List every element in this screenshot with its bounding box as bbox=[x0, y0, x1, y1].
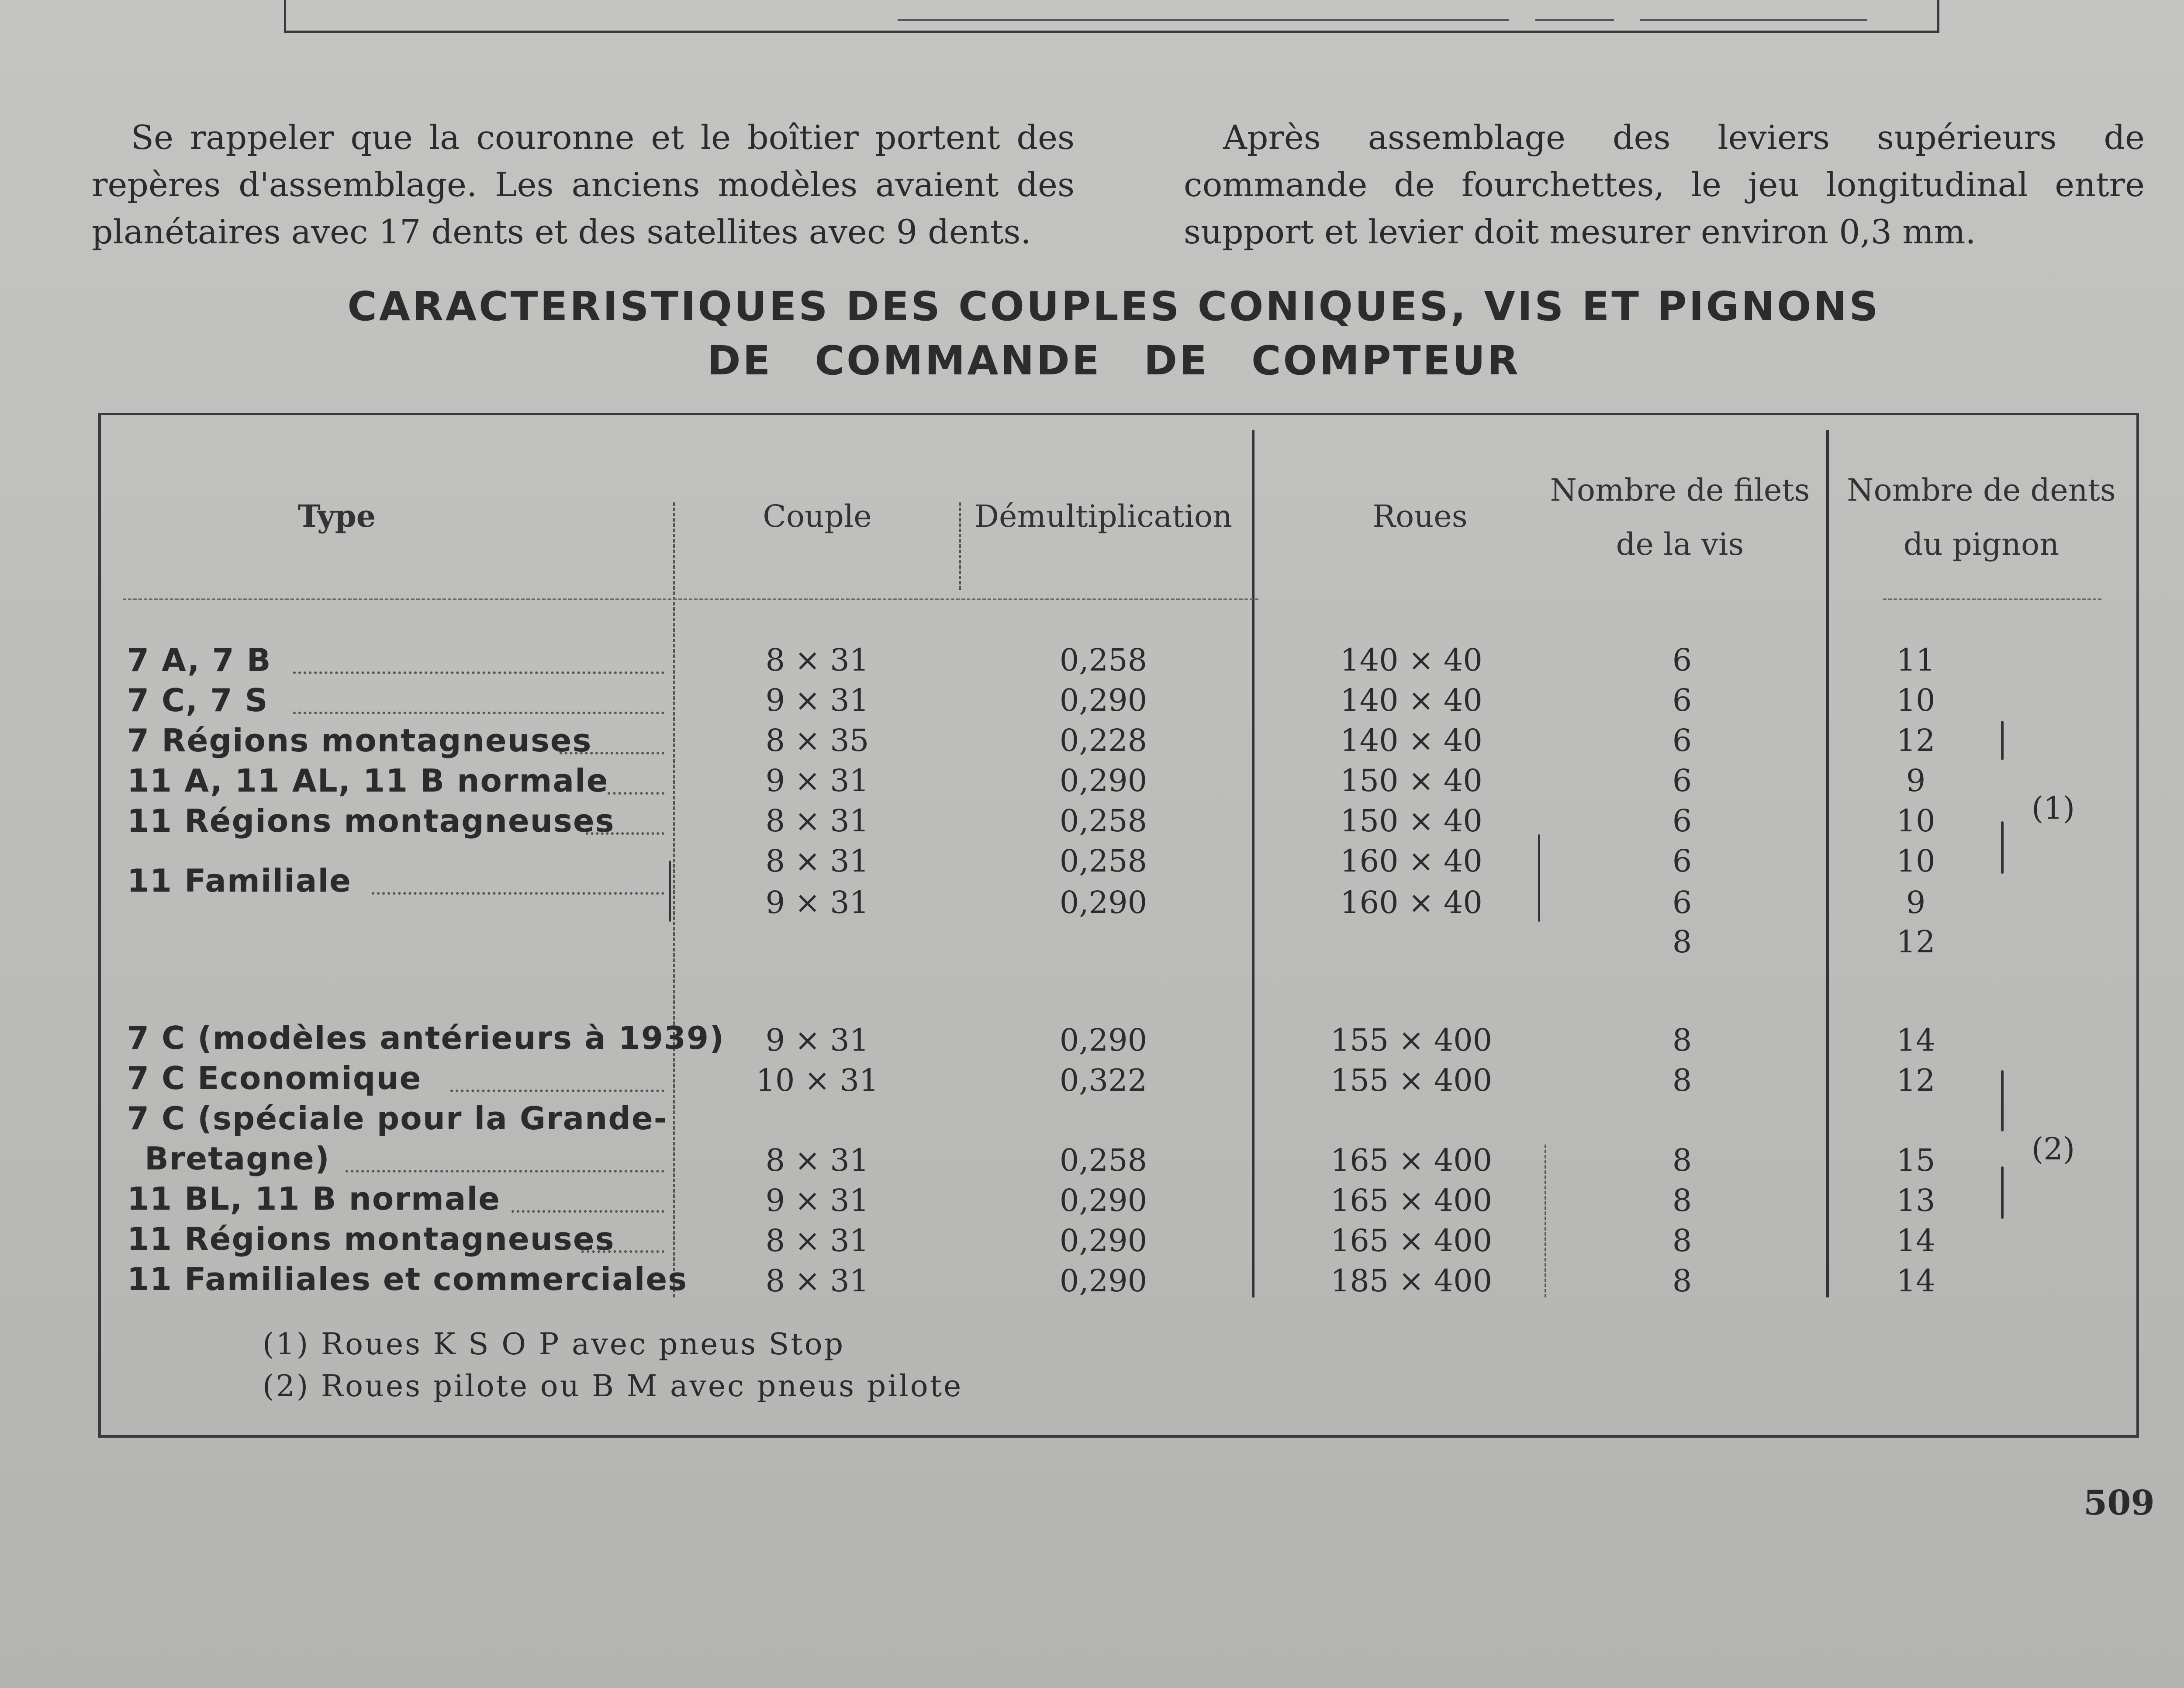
dot-leader bbox=[608, 792, 664, 795]
dot-leader bbox=[450, 1090, 664, 1092]
dashed-rule bbox=[1535, 19, 1614, 21]
cell-demultiplication: 0,322 bbox=[1059, 1062, 1147, 1098]
cell-dents: 12 bbox=[1896, 723, 1935, 758]
cell-couple: 9 × 31 bbox=[765, 1183, 869, 1218]
cell-roues: 140 × 40 bbox=[1340, 642, 1482, 678]
brace-group-2 bbox=[2001, 1166, 2004, 1219]
cell-couple: 8 × 31 bbox=[765, 1263, 869, 1299]
dot-leader bbox=[586, 832, 664, 835]
cell-dents: 13 bbox=[1896, 1183, 1935, 1218]
cell-filets: 8 bbox=[1672, 1263, 1692, 1299]
type-label: 7 C (modèles antérieurs à 1939) bbox=[127, 1020, 725, 1056]
header-rule bbox=[123, 598, 1258, 600]
note-marker-1: (1) bbox=[2032, 790, 2075, 826]
header-filets-line-2: de la vis bbox=[1616, 526, 1744, 562]
type-label: 11 Familiales et commerciales bbox=[127, 1261, 688, 1297]
cell-demultiplication: 0,258 bbox=[1059, 803, 1147, 839]
type-label: 7 C Economique bbox=[127, 1060, 422, 1097]
cell-roues: 160 × 40 bbox=[1340, 885, 1482, 920]
brace-group-2 bbox=[2001, 1070, 2004, 1131]
brace-group-1 bbox=[2001, 821, 2004, 874]
dot-leader bbox=[372, 892, 664, 895]
cell-filets: 6 bbox=[1672, 763, 1692, 799]
cell-demultiplication: 0,290 bbox=[1059, 682, 1147, 718]
header-couple: Couple bbox=[763, 498, 872, 534]
cell-roues: 155 × 400 bbox=[1330, 1022, 1493, 1058]
cell-dents: 14 bbox=[1896, 1223, 1935, 1259]
note-marker-2: (2) bbox=[2032, 1131, 2075, 1167]
cell-filets: 6 bbox=[1672, 642, 1692, 678]
type-label: 11 Régions montagneuses bbox=[127, 802, 615, 839]
header-filets bbox=[1538, 463, 1822, 571]
cell-roues: 150 × 40 bbox=[1340, 803, 1482, 839]
type-label: 11 BL, 11 B normale bbox=[127, 1180, 501, 1217]
dot-leader bbox=[293, 671, 664, 674]
cell-roues: 160 × 40 bbox=[1340, 843, 1482, 879]
header-roues: Roues bbox=[1372, 498, 1468, 534]
cell-dents: 9 bbox=[1906, 763, 1926, 799]
cell-couple: 9 × 31 bbox=[765, 682, 869, 718]
header-dents-line-1: Nombre de dents bbox=[1847, 472, 2116, 508]
type-label: 7 Régions montagneuses bbox=[127, 722, 592, 759]
cell-filets: 8 bbox=[1672, 1142, 1692, 1178]
header-dents-line-2: du pignon bbox=[1903, 526, 2060, 562]
column-rule bbox=[1826, 430, 1829, 1297]
cell-couple: 8 × 31 bbox=[765, 642, 869, 678]
dot-leader bbox=[346, 1170, 664, 1173]
cell-couple: 8 × 31 bbox=[765, 843, 869, 879]
brace-familiale bbox=[669, 861, 671, 922]
cell-dents: 11 bbox=[1896, 642, 1935, 678]
cell-filets: 8 bbox=[1672, 1183, 1692, 1218]
cell-dents: 10 bbox=[1896, 682, 1935, 718]
cell-demultiplication: 0,290 bbox=[1059, 885, 1147, 920]
cell-demultiplication: 0,258 bbox=[1059, 1142, 1147, 1178]
cell-roues: 165 × 400 bbox=[1330, 1142, 1493, 1178]
cell-demultiplication: 0,290 bbox=[1059, 1263, 1147, 1299]
header-dents bbox=[1831, 463, 2132, 571]
cell-filets: 8 bbox=[1672, 1022, 1692, 1058]
cell-couple: 8 × 31 bbox=[765, 1142, 869, 1178]
type-label: 11 A, 11 AL, 11 B normale bbox=[127, 762, 609, 799]
cell-filets: 8 bbox=[1672, 1223, 1692, 1259]
header-type: Type bbox=[297, 498, 376, 534]
intro-paragraph-left: Se rappeler que la couronne et le boîtier portent des repères d'assemblage. Les anciens modèles avaient des planétaires avec 17 dents et des satellites avec 9 dents. bbox=[92, 118, 1075, 251]
dashed-rule bbox=[898, 19, 1509, 21]
cell-couple: 9 × 31 bbox=[765, 1022, 869, 1058]
cell-demultiplication: 0,258 bbox=[1059, 843, 1147, 879]
brace-group-1 bbox=[2001, 721, 2004, 760]
cell-roues: 150 × 40 bbox=[1340, 763, 1482, 799]
cell-couple: 8 × 31 bbox=[765, 1223, 869, 1259]
cell-demultiplication: 0,258 bbox=[1059, 642, 1147, 678]
table-title-line-1: CARACTERISTIQUES DES COUPLES CONIQUES, VIS ET PIGNONS bbox=[347, 283, 1880, 330]
type-label: 7 C (spéciale pour la Grande- bbox=[127, 1100, 668, 1137]
page-number: 509 bbox=[2084, 1483, 2155, 1523]
previous-table-edge bbox=[284, 0, 1939, 33]
type-label: 11 Régions montagneuses bbox=[127, 1221, 615, 1257]
cell-filets: 8 bbox=[1672, 1062, 1692, 1098]
cell-dents: 12 bbox=[1896, 924, 1935, 960]
dot-leader bbox=[581, 1250, 664, 1253]
dashed-rule bbox=[1640, 19, 1867, 21]
cell-demultiplication: 0,290 bbox=[1059, 1223, 1147, 1259]
cell-filets: 6 bbox=[1672, 723, 1692, 758]
table-title-line-2: DE COMMANDE DE COMPTEUR bbox=[707, 337, 1521, 384]
cell-roues: 140 × 40 bbox=[1340, 682, 1482, 718]
header-demultiplication: Démultiplication bbox=[974, 498, 1233, 534]
type-label: 7 A, 7 B bbox=[127, 642, 272, 678]
cell-demultiplication: 0,290 bbox=[1059, 1183, 1147, 1218]
header-filets-line-1: Nombre de filets bbox=[1550, 472, 1810, 508]
dot-leader bbox=[293, 712, 664, 714]
column-rule bbox=[1252, 430, 1254, 1297]
cell-roues: 165 × 400 bbox=[1330, 1223, 1493, 1259]
cell-couple: 9 × 31 bbox=[765, 763, 869, 799]
cell-dents: 9 bbox=[1906, 885, 1926, 920]
dot-leader bbox=[560, 752, 664, 754]
type-label: 11 Familiale bbox=[127, 862, 352, 899]
cell-filets: 6 bbox=[1672, 843, 1692, 879]
cell-roues: 155 × 400 bbox=[1330, 1062, 1493, 1098]
cell-dents: 10 bbox=[1896, 803, 1935, 839]
footnote-1: (1) Roues K S O P avec pneus Stop bbox=[263, 1327, 845, 1362]
type-label: Bretagne) bbox=[145, 1140, 330, 1177]
cell-dents: 10 bbox=[1896, 843, 1935, 879]
type-label: 7 C, 7 S bbox=[127, 682, 269, 719]
cell-couple: 10 × 31 bbox=[756, 1062, 879, 1098]
cell-roues: 185 × 400 bbox=[1330, 1263, 1493, 1299]
footnote-2: (2) Roues pilote ou B M avec pneus pilote bbox=[263, 1369, 963, 1404]
cell-dents: 12 bbox=[1896, 1062, 1935, 1098]
cell-demultiplication: 0,228 bbox=[1059, 723, 1147, 758]
cell-couple: 9 × 31 bbox=[765, 885, 869, 920]
dot-leader bbox=[511, 1210, 664, 1213]
header-rule bbox=[1883, 598, 2101, 600]
cell-dents: 14 bbox=[1896, 1263, 1935, 1299]
cell-roues: 140 × 40 bbox=[1340, 723, 1482, 758]
column-rule-dashed bbox=[1545, 1145, 1546, 1297]
cell-couple: 8 × 35 bbox=[765, 723, 869, 758]
cell-filets: 6 bbox=[1672, 803, 1692, 839]
cell-dents: 14 bbox=[1896, 1022, 1935, 1058]
specs-table bbox=[98, 413, 2139, 1438]
cell-dents: 15 bbox=[1896, 1142, 1935, 1178]
cell-demultiplication: 0,290 bbox=[1059, 1022, 1147, 1058]
column-rule-dashed bbox=[673, 502, 675, 1297]
intro-paragraph-right: Après assemblage des leviers supérieurs de commande de fourchettes, le jeu longitudinal entre support et levier doit mesurer environ 0,3 mm. bbox=[1184, 118, 2145, 251]
cell-filets: 6 bbox=[1672, 682, 1692, 718]
cell-filets: 6 bbox=[1672, 885, 1692, 920]
cell-filets: 8 bbox=[1672, 924, 1692, 960]
brace-familiale-filets bbox=[1538, 834, 1540, 922]
cell-demultiplication: 0,290 bbox=[1059, 763, 1147, 799]
table-title bbox=[262, 280, 1966, 388]
cell-couple: 8 × 31 bbox=[765, 803, 869, 839]
cell-roues: 165 × 400 bbox=[1330, 1183, 1493, 1218]
